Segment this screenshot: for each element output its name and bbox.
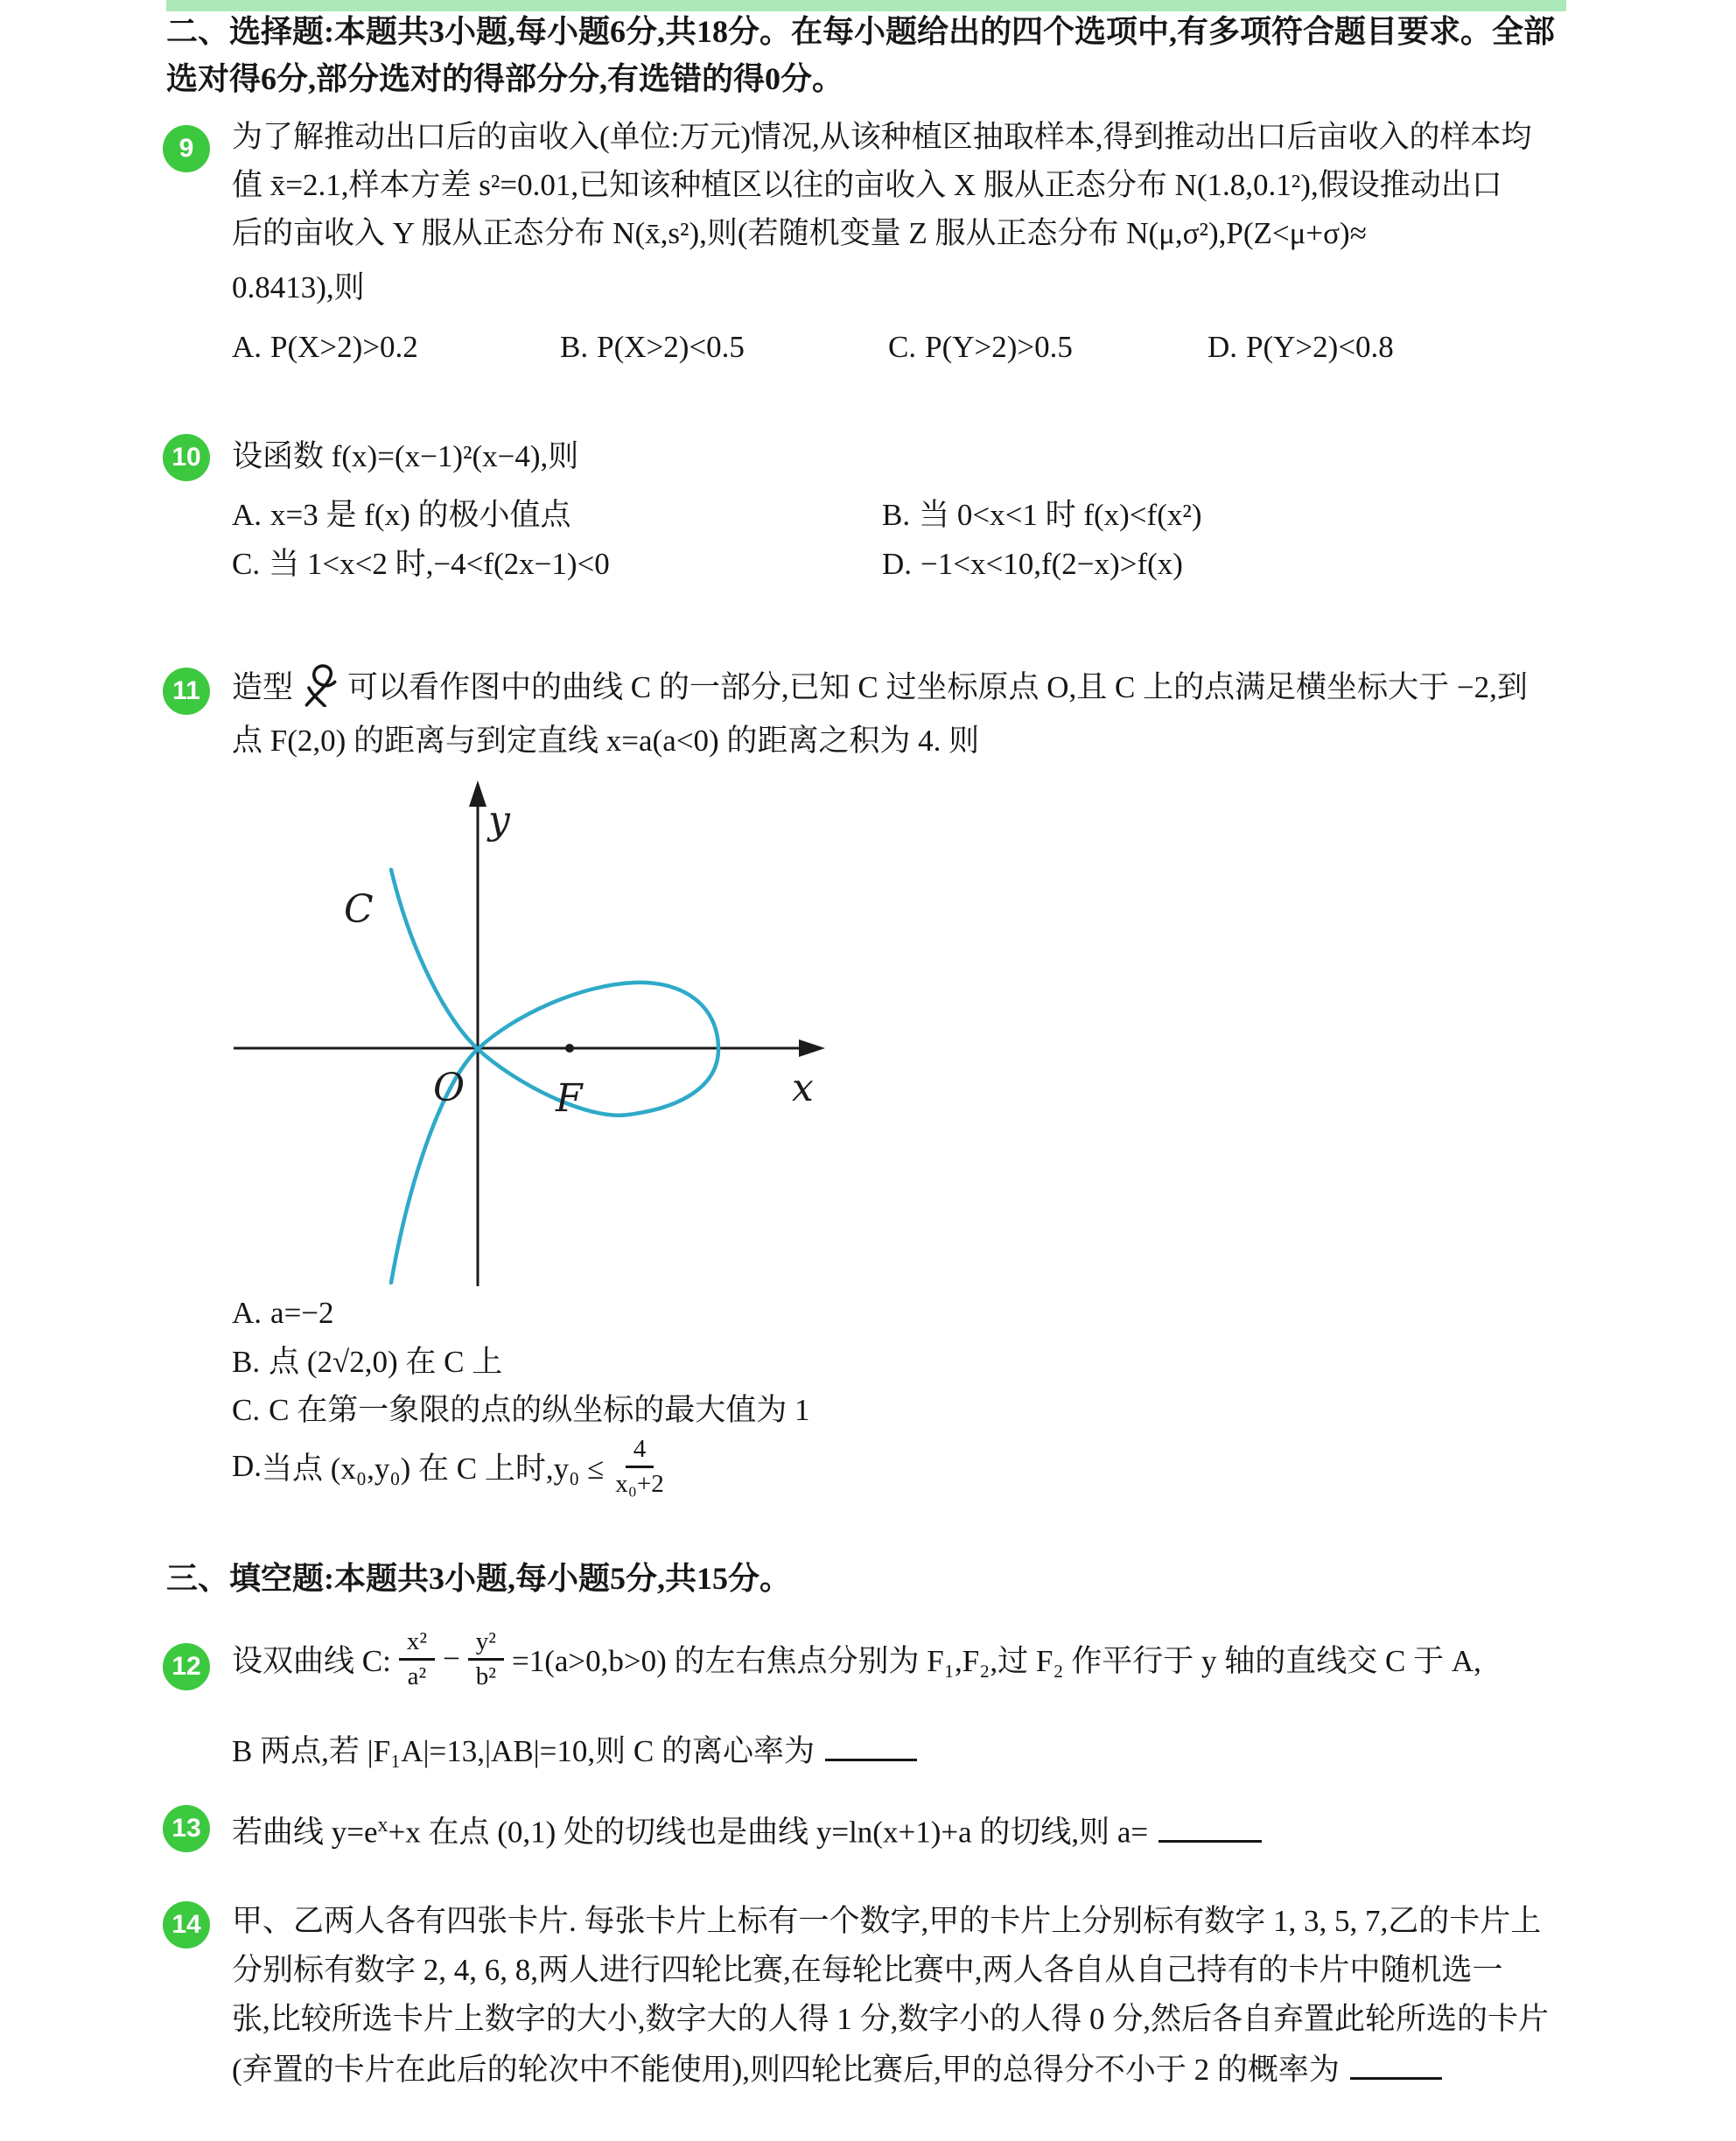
q12-line-2-text: B 两点,若 |F₁A|=13,|AB|=10,则 C 的离心率为 <box>232 1734 816 1768</box>
q10-line: 设函数 f(x)=(x−1)²(x−4),则 <box>232 439 579 473</box>
focus-point-dot <box>565 1044 574 1053</box>
question-10-badge <box>163 434 210 481</box>
q9-option-a-label: A. <box>232 330 262 364</box>
q13-pre: 若曲线 y=e <box>232 1815 378 1850</box>
x-axis-arrow <box>799 1039 825 1057</box>
q10-option-a-label: A. <box>232 498 262 532</box>
y-axis-label: y <box>488 798 510 843</box>
question-13-badge <box>163 1805 210 1852</box>
q12-minus-sign: − <box>443 1641 460 1676</box>
q12-line-2 <box>232 1729 917 1772</box>
q13-post: +x 在点 (0,1) 处的切线也是曲线 y=ln(x+1)+a 的切线,则 a= <box>388 1815 1149 1850</box>
q12-line-1-pre: 设双曲线 C: <box>232 1644 391 1678</box>
q10-option-d <box>882 544 1183 584</box>
section-choice-heading-line1: 二、选择题:本题共3小题,每小题6分,共18分。在每小题给出的四个选项中,有多项符合题目要求。全部 <box>166 14 1555 49</box>
q11-option-a-label: A. <box>232 1296 262 1330</box>
q9-option-d-text: P(Y>2)<0.8 <box>1246 330 1394 364</box>
question-11-number: 11 <box>172 676 200 705</box>
question-12-number: 12 <box>172 1652 201 1681</box>
q9-option-b-label: B. <box>560 330 589 364</box>
q14-line-2: 分别标有数字 2, 4, 6, 8,两人进行四轮比赛,在每轮比赛中,两人各自从自己持有的卡片中随机选一 <box>232 1953 1503 1987</box>
q9-line-1: 为了解推动出口后的亩收入(单位:万元)情况,从该种植区抽取样本,得到推动出口后亩收入的样本均 <box>232 120 1532 154</box>
question-14-number: 14 <box>172 1910 201 1939</box>
q11-option-c-label: C. <box>232 1393 261 1427</box>
q10-option-b-text: 当 0<x<1 时 f(x)<f(x²) <box>919 498 1202 532</box>
q11-line-1-pre: 造型 <box>232 670 294 704</box>
q13-exponent: x <box>377 1814 388 1837</box>
section-blank-heading: 三、填空题:本题共3小题,每小题5分,共15分。 <box>166 1561 791 1596</box>
q11-option-a-text: a=−2 <box>270 1296 334 1330</box>
q11-option-b <box>232 1342 502 1382</box>
question-9-number: 9 <box>178 134 194 163</box>
q12-fraction-1 <box>399 1626 435 1692</box>
q9-line-3: 后的亩收入 Y 服从正态分布 N(x̄,s²),则(若随机变量 Z 服从正态分布 N(μ,σ²),P(Z<μ+σ)≈ <box>232 216 1367 250</box>
question-10-number: 10 <box>172 443 201 472</box>
q11-option-d-fraction-numerator: 4 <box>626 1433 654 1467</box>
question-13-number: 13 <box>172 1814 201 1843</box>
q9-option-c <box>888 327 1073 367</box>
q11-option-d-fraction-denominator: x₀+2 <box>615 1469 664 1498</box>
q12-fraction-2-numerator: y² <box>468 1626 504 1660</box>
q12-fraction-1-numerator: x² <box>399 1626 435 1660</box>
curve-figure <box>232 768 836 1293</box>
q11-option-d-prefix: 当点 (x₀,y₀) 在 C 上时,y₀ ≤ <box>262 1452 605 1486</box>
q9-option-b-text: P(X>2)<0.5 <box>597 330 745 364</box>
q14-line-4-text: (弃置的卡片在此后的轮次中不能使用),则四轮比赛后,甲的总得分不小于 2 的概率为 <box>232 2053 1340 2087</box>
q9-option-d <box>1208 327 1394 367</box>
q10-option-a-text: x=3 是 f(x) 的极小值点 <box>270 498 571 532</box>
q10-option-b-label: B. <box>882 498 911 532</box>
top-accent-bar <box>166 0 1566 11</box>
q12-line-1 <box>232 1612 1481 1706</box>
q13-answer-blank <box>1158 1810 1262 1843</box>
q9-line-4: 0.8413),则 <box>232 270 365 304</box>
q11-option-b-text: 点 (2√2,0) 在 C 上 <box>269 1345 503 1379</box>
q14-line-3: 张,比较所选卡片上数字的大小,数字大的人得 1 分,数字小的人得 0 分,然后各自弃置此轮所选的卡片 <box>232 2002 1550 2036</box>
q10-option-a <box>232 495 571 535</box>
focus-label: F <box>556 1076 583 1121</box>
question-14-badge <box>163 1901 210 1949</box>
q9-option-c-text: P(Y>2)>0.5 <box>925 330 1073 364</box>
x-axis-label: x <box>792 1066 814 1110</box>
q10-option-c-label: C. <box>232 547 261 581</box>
q11-option-a <box>232 1293 334 1333</box>
q13-line <box>232 1805 1262 1853</box>
q10-option-d-label: D. <box>882 547 913 581</box>
section-choice-heading-line2: 选对得6分,部分选对的得部分分,有选错的得0分。 <box>166 61 844 96</box>
q12-fraction-1-denominator: a² <box>407 1662 427 1690</box>
q12-answer-blank <box>825 1729 917 1761</box>
q12-fraction-2-denominator: b² <box>475 1662 496 1690</box>
q14-line-4 <box>232 2047 1442 2090</box>
q11-option-d-fraction <box>612 1433 667 1500</box>
q11-line-1 <box>232 658 1528 712</box>
q12-line-1-post: =1(a>0,b>0) 的左右焦点分别为 F₁,F₂,过 F₂ 作平行于 y 轴的直线交 C 于 A, <box>511 1644 1481 1678</box>
q10-option-c <box>232 544 610 584</box>
q11-option-c-text: C 在第一象限的点的纵坐标的最大值为 1 <box>269 1393 810 1427</box>
question-11-badge <box>163 668 210 715</box>
q11-option-c <box>232 1390 809 1431</box>
q11-option-d <box>232 1426 676 1507</box>
q9-option-a <box>232 327 418 367</box>
question-9-badge <box>163 125 210 172</box>
q14-answer-blank <box>1350 2047 1442 2080</box>
curve-label: C <box>344 887 374 932</box>
q10-option-d-text: −1<x<10,f(2−x)>f(x) <box>920 547 1183 581</box>
loop-curve-icon <box>302 663 339 707</box>
q10-option-c-text: 当 1<x<2 时,−4<f(2x−1)<0 <box>269 547 610 581</box>
q11-line-1-post: 可以看作图中的曲线 C 的一部分,已知 C 过坐标原点 O,且 C 上的点满足横坐标大于 −2,到 <box>347 670 1528 704</box>
q9-line-2: 值 x̄=2.1,样本方差 s²=0.01,已知该种植区以往的亩收入 X 服从正态分布 N(1.8,0.1²),假设推动出口 <box>232 168 1502 202</box>
origin-label: O <box>433 1066 466 1110</box>
q9-option-a-text: P(X>2)>0.2 <box>270 330 418 364</box>
q9-option-c-label: C. <box>888 330 917 364</box>
q14-line-1: 甲、乙两人各有四张卡片. 每张卡片上标有一个数字,甲的卡片上分别标有数字 1, 3, 5, 7,乙的卡片上 <box>232 1904 1542 1938</box>
q11-option-d-label: D. <box>232 1449 262 1483</box>
q11-option-b-label: B. <box>232 1345 261 1379</box>
q11-line-2: 点 F(2,0) 的距离与到定直线 x=a(a<0) 的距离之积为 4. 则 <box>232 724 980 758</box>
q12-fraction-2 <box>468 1626 504 1692</box>
y-axis-arrow <box>469 780 486 807</box>
question-12-badge <box>163 1643 210 1690</box>
q9-option-b <box>560 327 745 367</box>
q9-option-d-label: D. <box>1208 330 1238 364</box>
q10-option-b <box>882 495 1202 535</box>
